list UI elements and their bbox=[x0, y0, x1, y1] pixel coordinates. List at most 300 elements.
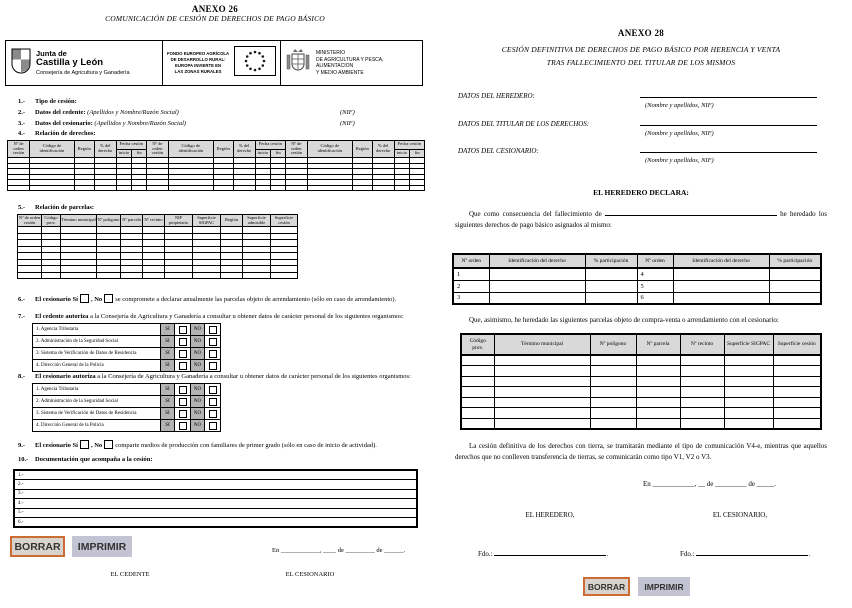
imprimir-button[interactable]: IMPRIMIR bbox=[638, 577, 690, 596]
item-number: 6.- bbox=[18, 296, 26, 303]
logo-header bbox=[5, 40, 423, 86]
titular-field[interactable] bbox=[640, 118, 817, 126]
derechos-col-header: Región bbox=[74, 141, 94, 158]
parcelas-cell[interactable] bbox=[271, 272, 298, 279]
parcela-cell[interactable] bbox=[724, 418, 773, 429]
parcela-cell[interactable] bbox=[680, 366, 724, 377]
feader-text bbox=[167, 51, 229, 74]
derecho-cell[interactable] bbox=[489, 280, 585, 292]
fdo-heredero-field[interactable] bbox=[494, 548, 609, 558]
titular-label: DATOS DEL TITULAR DE LOS DERECHOS: bbox=[458, 120, 590, 128]
parcela-cell[interactable] bbox=[724, 366, 773, 377]
checkbox-cell bbox=[205, 360, 221, 372]
derechos-col-header: Nº de orden cesión bbox=[285, 141, 307, 158]
parcelas-col-header: Nº de orden cesión bbox=[18, 215, 42, 227]
item-compromiso-declarar bbox=[18, 294, 396, 303]
derecho-cell[interactable] bbox=[769, 280, 821, 292]
parcela-cell[interactable] bbox=[636, 397, 680, 408]
parcela-cell[interactable] bbox=[773, 397, 821, 408]
cesionario-organismos-table bbox=[32, 383, 221, 432]
paragraph-text: Que como consecuencia del fallecimiento de bbox=[469, 210, 602, 218]
parcela-cell[interactable] bbox=[680, 376, 724, 387]
heredero-signature-label: EL HEREDERO, bbox=[525, 511, 575, 519]
nif-hint: (NIF) bbox=[340, 120, 355, 127]
date-line-field[interactable]: En ____________, __ de _________ de _____. bbox=[643, 480, 776, 488]
derechos-cell[interactable] bbox=[307, 185, 352, 191]
organismo-label: 4. Dirección General de la Policía bbox=[33, 420, 161, 432]
parcela-cell[interactable] bbox=[590, 376, 636, 387]
parcela-cell[interactable] bbox=[590, 408, 636, 419]
ministerio-line: ALIMENTACIÓN bbox=[316, 63, 354, 69]
titular-caption: (Nombre y apellidos, NIF) bbox=[645, 130, 714, 137]
junta-department: Consejería de Agricultura y Ganadería bbox=[36, 70, 130, 77]
organismo-label: 4. Dirección General de la Policía bbox=[33, 360, 161, 372]
checkbox-cell bbox=[205, 324, 221, 336]
derechos-cell[interactable] bbox=[29, 185, 74, 191]
parcela-col-header: Nº recinto bbox=[680, 334, 724, 355]
derechos-col-header: fin bbox=[132, 149, 147, 158]
parcela-cell[interactable] bbox=[494, 418, 590, 429]
item-mid: , No bbox=[90, 296, 103, 303]
item-number: 3.- bbox=[18, 120, 26, 127]
page-title: ANEXO 28 bbox=[617, 28, 665, 38]
documento-field[interactable]: 3.- bbox=[14, 489, 417, 499]
derechos-col-header: Fecha cesión bbox=[116, 141, 146, 150]
checkbox-cell bbox=[175, 324, 191, 336]
derecho-cell[interactable] bbox=[585, 292, 637, 304]
derecho-col-header: Identificación del derecho bbox=[673, 254, 769, 268]
derecho-cell[interactable] bbox=[673, 280, 769, 292]
derechos-cell[interactable] bbox=[271, 185, 286, 191]
parcela-cell[interactable] bbox=[461, 397, 494, 408]
parcelas-cell[interactable] bbox=[18, 272, 42, 279]
parcelas-cell[interactable] bbox=[221, 272, 243, 279]
ministerio-line: MINISTERIO bbox=[316, 50, 346, 56]
checkbox-cell bbox=[175, 348, 191, 360]
no-label: NO bbox=[191, 360, 205, 372]
si-label: SI bbox=[161, 420, 175, 432]
anexo-28-page bbox=[430, 0, 852, 608]
derechos-cell[interactable] bbox=[410, 185, 425, 191]
organismo-label: 1. Agencia Tributaria bbox=[33, 384, 161, 396]
parcela-cell[interactable] bbox=[680, 397, 724, 408]
derecho-cell[interactable] bbox=[673, 268, 769, 280]
junta-name-line2: Castilla y León bbox=[36, 56, 104, 68]
checkbox-cell bbox=[205, 396, 221, 408]
cesionario-signature-label: EL CESIONARIO bbox=[285, 571, 335, 578]
parcelas-cell[interactable] bbox=[243, 272, 271, 279]
si-label: SI bbox=[161, 324, 175, 336]
parcelas-col-header: Superficie admisible bbox=[243, 215, 271, 227]
checkbox-cell bbox=[175, 336, 191, 348]
derechos-cell[interactable] bbox=[213, 185, 233, 191]
derechos-col-header: Nº de orden cesión bbox=[146, 141, 168, 158]
parcela-cell[interactable] bbox=[461, 355, 494, 366]
parcela-cell[interactable] bbox=[494, 397, 590, 408]
parcela-cell[interactable] bbox=[636, 376, 680, 387]
fallecido-field[interactable] bbox=[605, 208, 777, 216]
period: . bbox=[808, 550, 811, 558]
parcelas-paragraph: Que, asimismo, he heredado las siguientes parcelas objeto de compra-venta o arrendamiento con el cesionario: bbox=[469, 316, 779, 324]
parcela-cell[interactable] bbox=[724, 376, 773, 387]
item-label: Tipo de cesión: bbox=[35, 98, 77, 105]
feader-line: FONDO EUROPEO AGRÍCOLA bbox=[167, 51, 230, 57]
cesionario-caption: (Nombre y apellidos, NIF) bbox=[645, 157, 714, 164]
item-text: comparte medios de producción con familiares de primer grado (sólo en caso de inicio de actividad). bbox=[115, 442, 377, 449]
si-label: SI bbox=[161, 408, 175, 420]
no-label: NO bbox=[191, 384, 205, 396]
no-checkbox[interactable] bbox=[104, 294, 113, 303]
checkbox-cell bbox=[205, 336, 221, 348]
parcelas-cell[interactable] bbox=[143, 272, 165, 279]
item-hint: (Apellidos y Nombre/Razón Social) bbox=[94, 120, 187, 127]
si-checkbox[interactable] bbox=[179, 398, 187, 406]
derecho-cell[interactable] bbox=[673, 292, 769, 304]
orden-number: 3 bbox=[453, 292, 489, 304]
parcela-cell[interactable] bbox=[724, 408, 773, 419]
item-number: 2.- bbox=[18, 109, 26, 116]
parcela-cell[interactable] bbox=[494, 355, 590, 366]
derechos-cell[interactable] bbox=[255, 185, 271, 191]
parcela-cell[interactable] bbox=[773, 418, 821, 429]
checkbox-cell bbox=[175, 420, 191, 432]
no-checkbox[interactable] bbox=[209, 422, 217, 430]
derecho-cell[interactable] bbox=[585, 280, 637, 292]
orden-number: 2 bbox=[453, 280, 489, 292]
derechos-col-header: Código de identificación bbox=[29, 141, 74, 158]
derecho-cell[interactable] bbox=[769, 268, 821, 280]
parcelas-col-header: Término municipal bbox=[61, 215, 97, 227]
item-relacion-derechos bbox=[18, 130, 96, 137]
parcela-cell[interactable] bbox=[724, 355, 773, 366]
parcela-cell[interactable] bbox=[590, 418, 636, 429]
orden-number: 1 bbox=[453, 268, 489, 280]
no-checkbox[interactable] bbox=[209, 350, 217, 358]
item-number: 9.- bbox=[18, 442, 26, 449]
cesionario-field[interactable] bbox=[640, 145, 817, 153]
si-checkbox[interactable] bbox=[179, 362, 187, 370]
spain-coat-of-arms-icon bbox=[285, 47, 311, 80]
derechos-cell[interactable] bbox=[352, 185, 372, 191]
derechos-col-header: fin bbox=[271, 149, 286, 158]
parcelas-cell[interactable] bbox=[61, 272, 97, 279]
no-checkbox[interactable] bbox=[209, 410, 217, 418]
derechos-cell[interactable] bbox=[94, 185, 116, 191]
organismo-label: 3. Sistema de Verificación de Datos de Residencia bbox=[33, 348, 161, 360]
no-checkbox[interactable] bbox=[209, 338, 217, 346]
item-number: 5.- bbox=[18, 204, 26, 211]
item-label: Documentación que acompaña a la cesión: bbox=[35, 456, 153, 463]
junta-castilla-leon-logo bbox=[5, 40, 163, 86]
derechos-cell[interactable] bbox=[146, 185, 168, 191]
heredero-caption: (Nombre y apellidos, NIF) bbox=[645, 102, 714, 109]
parcelas-table bbox=[17, 214, 298, 279]
parcelas-col-header: NIF propietario bbox=[165, 215, 193, 227]
item-cedente-autoriza bbox=[18, 313, 404, 320]
fdo-heredero bbox=[478, 548, 608, 558]
item-text: a la Consejería de Agricultura y Ganadería a consultar u obtener datos de carácter personal de los siguientes organismos: bbox=[90, 313, 404, 320]
no-checkbox[interactable] bbox=[209, 386, 217, 394]
borrar-button[interactable]: BORRAR bbox=[583, 577, 630, 596]
feader-logo bbox=[162, 40, 281, 86]
parcela-col-header: Superficie SIGPAC bbox=[724, 334, 773, 355]
organismo-label: 2. Administración de la Seguridad Social bbox=[33, 336, 161, 348]
fdo-label: Fdo.: bbox=[680, 550, 695, 558]
si-checkbox[interactable] bbox=[179, 350, 187, 358]
item-label: Datos del cesionario: bbox=[35, 120, 93, 127]
ministerio-line: Y MEDIO AMBIENTE bbox=[316, 69, 364, 76]
parcela-cell[interactable] bbox=[590, 355, 636, 366]
parcela-cell[interactable] bbox=[636, 418, 680, 429]
parcelas-col-header: Superficie cesión bbox=[271, 215, 298, 227]
si-checkbox[interactable] bbox=[179, 386, 187, 394]
fdo-label: Fdo.: bbox=[478, 550, 493, 558]
parcela-col-header: Superficie cesión bbox=[773, 334, 821, 355]
item-datos-cedente bbox=[18, 109, 355, 116]
parcela-cell[interactable] bbox=[773, 408, 821, 419]
orden-number: 5 bbox=[637, 280, 673, 292]
item-label: Datos del cedente: bbox=[35, 109, 86, 116]
item-lead: El cesionario autoriza bbox=[35, 373, 96, 380]
eu-flag-icon bbox=[234, 46, 276, 81]
fdo-cesionario-field[interactable] bbox=[696, 548, 811, 558]
documentacion-table bbox=[13, 469, 418, 528]
no-label: NO bbox=[191, 420, 205, 432]
ministerio-logo bbox=[280, 40, 423, 86]
derechos-cell[interactable] bbox=[233, 185, 255, 191]
junta-name-line1: Junta de bbox=[36, 48, 67, 58]
si-label: SI bbox=[161, 396, 175, 408]
borrar-button[interactable]: BORRAR bbox=[10, 536, 65, 557]
parcela-cell[interactable] bbox=[724, 387, 773, 398]
item-label: Relación de parcelas: bbox=[35, 204, 95, 211]
parcelas-cell[interactable] bbox=[193, 272, 221, 279]
parcelas-cell[interactable] bbox=[42, 272, 61, 279]
parcelas-col-header: Nº recinto bbox=[143, 215, 165, 227]
derechos-cell[interactable] bbox=[394, 185, 410, 191]
page-title: ANEXO 26 bbox=[191, 4, 239, 14]
derechos-col-header: % del derecho bbox=[372, 141, 394, 158]
documento-field[interactable]: 4.- bbox=[14, 499, 417, 509]
derechos-col-header: % del derecho bbox=[233, 141, 255, 158]
no-checkbox[interactable] bbox=[104, 440, 113, 449]
parcela-cell[interactable] bbox=[680, 387, 724, 398]
documento-field[interactable]: 2.- bbox=[14, 480, 417, 490]
parcelas-cell[interactable] bbox=[121, 272, 143, 279]
parcela-cell[interactable] bbox=[680, 408, 724, 419]
fallecimiento-paragraph bbox=[455, 208, 827, 231]
parcela-col-header: Nº parcela bbox=[636, 334, 680, 355]
cesionario-label: DATOS DEL CESIONARIO: bbox=[458, 147, 539, 155]
parcelas-col-header: Superficie SIGPAC bbox=[193, 215, 221, 227]
cedente-signature-label: EL CEDENTE bbox=[110, 571, 150, 578]
parcelas-col-header: Nº parcela bbox=[121, 215, 143, 227]
derechos-cell[interactable] bbox=[116, 185, 132, 191]
derechos-cell[interactable] bbox=[168, 185, 213, 191]
heredero-label: DATOS DEL HEREDERO: bbox=[458, 92, 535, 100]
parcela-cell[interactable] bbox=[773, 366, 821, 377]
derechos-table bbox=[7, 140, 425, 191]
fdo-cesionario bbox=[680, 548, 810, 558]
junta-shield-icon bbox=[11, 48, 31, 79]
item-label: Relación de derechos: bbox=[35, 130, 96, 137]
parcela-cell[interactable] bbox=[461, 376, 494, 387]
no-checkbox[interactable] bbox=[209, 362, 217, 370]
si-checkbox[interactable] bbox=[179, 422, 187, 430]
parcela-cell[interactable] bbox=[494, 366, 590, 377]
checkbox-cell bbox=[205, 408, 221, 420]
item-lead: El cesionario Sí bbox=[35, 296, 78, 303]
parcela-cell[interactable] bbox=[680, 355, 724, 366]
checkbox-cell bbox=[175, 396, 191, 408]
parcelas-cell[interactable] bbox=[165, 272, 193, 279]
heredero-field[interactable] bbox=[640, 90, 817, 98]
parcela-cell[interactable] bbox=[590, 366, 636, 377]
no-label: NO bbox=[191, 408, 205, 420]
item-number: 10.- bbox=[18, 456, 29, 463]
checkbox-cell bbox=[205, 348, 221, 360]
parcela-cell[interactable] bbox=[494, 408, 590, 419]
date-line-field[interactable]: En ____________, ____ de _________ de ______. bbox=[272, 547, 406, 554]
item-relacion-parcelas bbox=[18, 204, 94, 211]
parcela-cell[interactable] bbox=[461, 366, 494, 377]
organismo-label: 3. Sistema de Verificación de Datos de Residencia bbox=[33, 408, 161, 420]
item-text: se compromete a declarar anualmente las parcelas objeto de arrendamiento (sólo en caso de arrendamiento). bbox=[115, 296, 397, 303]
documento-field[interactable]: 6.- bbox=[14, 518, 417, 528]
nif-hint: (NIF) bbox=[340, 109, 355, 116]
item-number: 4.- bbox=[18, 130, 26, 137]
item-medios-produccion bbox=[18, 440, 377, 449]
parcelas-col-header: Código prov. bbox=[42, 215, 61, 227]
si-label: SI bbox=[161, 348, 175, 360]
ministerio-line: DE AGRICULTURA Y PESCA, bbox=[316, 56, 384, 63]
parcela-cell[interactable] bbox=[494, 376, 590, 387]
derecho-cell[interactable] bbox=[489, 292, 585, 304]
imprimir-button[interactable]: IMPRIMIR bbox=[72, 536, 132, 557]
parcelas-heredadas-table bbox=[460, 333, 822, 430]
page-subtitle-line1: CESIÓN DEFINITIVA DE DERECHOS DE PAGO BÁSICO POR HERENCIA Y VENTA bbox=[501, 45, 781, 54]
item-lead: El cesionario Sí bbox=[35, 442, 78, 449]
page-subtitle-line2: TRAS FALLECIMIENTO DEL TITULAR DE LOS MISMOS bbox=[546, 58, 736, 67]
parcela-cell[interactable] bbox=[773, 387, 821, 398]
derechos-col-header: Código de identificación bbox=[168, 141, 213, 158]
parcelas-cell[interactable] bbox=[97, 272, 121, 279]
derechos-col-header: Nº de orden cesión bbox=[8, 141, 30, 158]
parcela-cell[interactable] bbox=[636, 355, 680, 366]
item-hint: (Apellidos y Nombre/Razón Social) bbox=[87, 109, 179, 116]
si-checkbox[interactable] bbox=[179, 338, 187, 346]
paragraph-text: he heredado los siguientes derechos de pago básico asignados al mismo: bbox=[455, 210, 827, 229]
parcela-cell[interactable] bbox=[773, 376, 821, 387]
derechos-col-header: Fecha cesión bbox=[255, 141, 285, 150]
parcela-col-header: Nº polígono bbox=[590, 334, 636, 355]
derechos-cell[interactable] bbox=[372, 185, 394, 191]
parcela-cell[interactable] bbox=[461, 408, 494, 419]
parcela-cell[interactable] bbox=[636, 387, 680, 398]
derecho-cell[interactable] bbox=[769, 292, 821, 304]
parcela-cell[interactable] bbox=[724, 397, 773, 408]
derechos-cell[interactable] bbox=[132, 185, 147, 191]
orden-number: 6 bbox=[637, 292, 673, 304]
item-number: 1.- bbox=[18, 98, 26, 105]
parcela-cell[interactable] bbox=[773, 355, 821, 366]
parcelas-col-header: Nº polígono bbox=[97, 215, 121, 227]
item-mid: , No bbox=[90, 442, 103, 449]
no-label: NO bbox=[191, 324, 205, 336]
si-checkbox[interactable] bbox=[80, 440, 89, 449]
derecho-cell[interactable] bbox=[585, 268, 637, 280]
parcela-col-header: Código prov. bbox=[461, 334, 494, 355]
organismo-label: 1. Agencia Tributaria bbox=[33, 324, 161, 336]
feader-line: DE DESARROLLO RURAL: bbox=[170, 57, 226, 63]
item-cesionario-autoriza bbox=[18, 373, 411, 380]
derechos-col-header: Código de identificación bbox=[307, 141, 352, 158]
documento-field[interactable]: 5.- bbox=[14, 508, 417, 518]
no-label: NO bbox=[191, 336, 205, 348]
derechos-cell[interactable] bbox=[285, 185, 307, 191]
checkbox-cell bbox=[175, 408, 191, 420]
item-number: 7.- bbox=[18, 313, 26, 320]
derechos-col-header: Fecha cesión bbox=[394, 141, 424, 150]
parcela-cell[interactable] bbox=[680, 418, 724, 429]
derechos-col-header: fin bbox=[410, 149, 425, 158]
derechos-cell[interactable] bbox=[8, 185, 30, 191]
derecho-col-header: Nº orden bbox=[453, 254, 489, 268]
item-lead: El cedente autoriza bbox=[35, 313, 89, 320]
derechos-col-header: % del derecho bbox=[94, 141, 116, 158]
derecho-cell[interactable] bbox=[489, 268, 585, 280]
checkbox-cell bbox=[175, 360, 191, 372]
derecho-col-header: Nº orden bbox=[637, 254, 673, 268]
parcela-cell[interactable] bbox=[590, 387, 636, 398]
no-label: NO bbox=[191, 348, 205, 360]
parcela-cell[interactable] bbox=[636, 366, 680, 377]
derechos-col-header: inicio bbox=[255, 149, 271, 158]
si-label: SI bbox=[161, 336, 175, 348]
si-label: SI bbox=[161, 384, 175, 396]
orden-number: 4 bbox=[637, 268, 673, 280]
no-label: NO bbox=[191, 396, 205, 408]
parcela-cell[interactable] bbox=[461, 418, 494, 429]
item-text: a la Consejería de Agricultura y Ganadería a consultar u obtener datos de carácter personal de los siguientes organismos: bbox=[97, 373, 411, 380]
parcela-cell[interactable] bbox=[461, 387, 494, 398]
parcela-cell[interactable] bbox=[636, 408, 680, 419]
item-documentacion bbox=[18, 456, 153, 463]
cedente-organismos-table bbox=[32, 323, 221, 372]
derechos-cell[interactable] bbox=[74, 185, 94, 191]
no-checkbox[interactable] bbox=[209, 398, 217, 406]
feader-line: EUROPA INVIERTE EN bbox=[175, 63, 222, 68]
checkbox-cell bbox=[175, 384, 191, 396]
organismo-label: 2. Administración de la Seguridad Social bbox=[33, 396, 161, 408]
derechos-col-header: inicio bbox=[394, 149, 410, 158]
derechos-col-header: Región bbox=[213, 141, 233, 158]
period: . bbox=[606, 550, 609, 558]
item-datos-cesionario bbox=[18, 120, 355, 127]
derechos-col-header: Región bbox=[352, 141, 372, 158]
documento-field[interactable]: 1.- bbox=[14, 470, 417, 480]
parcela-cell[interactable] bbox=[494, 387, 590, 398]
feader-line: LAS ZONAS RURALES bbox=[174, 68, 222, 74]
no-checkbox[interactable] bbox=[209, 326, 217, 334]
item-tipo-cesion bbox=[18, 98, 77, 105]
si-checkbox[interactable] bbox=[179, 326, 187, 334]
si-checkbox[interactable] bbox=[179, 410, 187, 418]
si-checkbox[interactable] bbox=[80, 294, 89, 303]
parcela-col-header: Término municipal bbox=[494, 334, 590, 355]
parcela-cell[interactable] bbox=[590, 397, 636, 408]
page-subtitle: COMUNICACIÓN DE CESIÓN DE DERECHOS DE PAGO BÁSICO bbox=[105, 14, 325, 23]
